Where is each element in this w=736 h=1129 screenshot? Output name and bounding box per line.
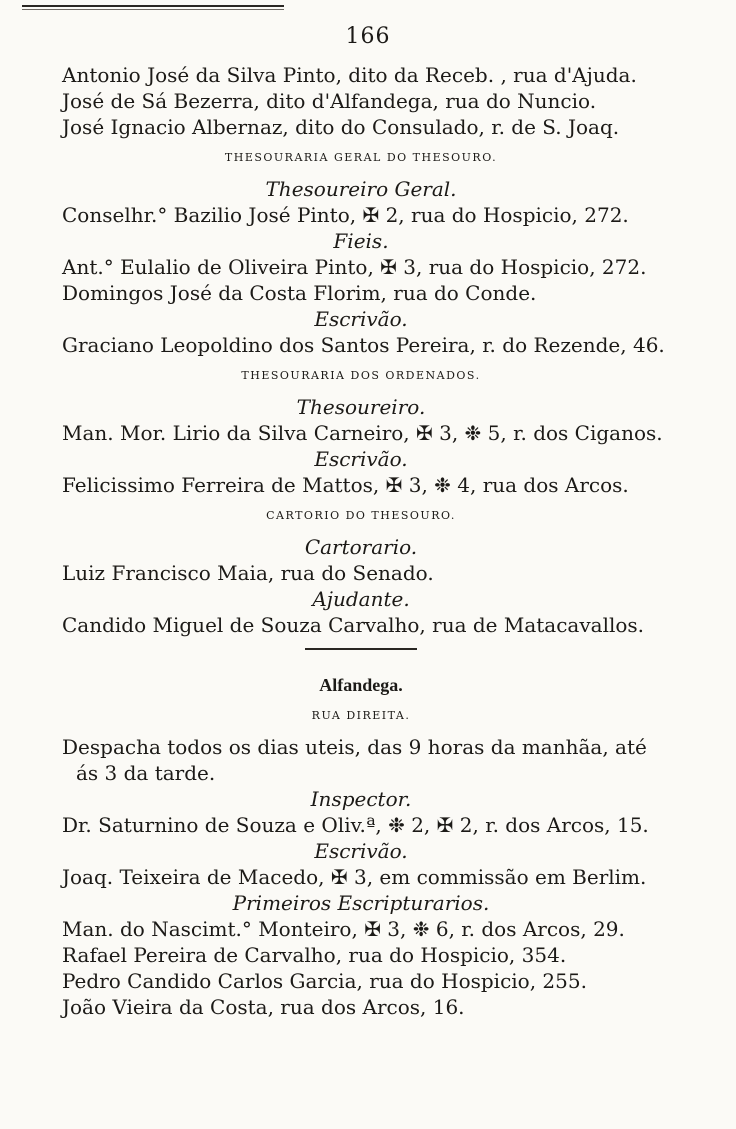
section-heading: RUA DIREITA. xyxy=(311,709,411,722)
role-heading: Thesoureiro. xyxy=(296,395,426,419)
role-heading: Cartorario. xyxy=(304,535,418,559)
entry-line-continued: ás 3 da tarde. xyxy=(76,761,216,785)
role-heading: Escrivão. xyxy=(314,447,408,471)
entry-line: Man. do Nascimt.° Monteiro, ✠ 3, ❉ 6, r. dos Arcos, 29. xyxy=(62,917,625,941)
entry-line: Antonio José da Silva Pinto, dito da Receb. , rua d'Ajuda. xyxy=(62,63,637,87)
entry-line: Man. Mor. Lirio da Silva Carneiro, ✠ 3, ❉ 5, r. dos Ciganos. xyxy=(62,421,663,445)
entry-line: José Ignacio Albernaz, dito do Consulado, r. de S. Joaq. xyxy=(62,115,620,139)
page-number: 166 xyxy=(345,24,391,49)
entry-line: João Vieira da Costa, rua dos Arcos, 16. xyxy=(62,995,465,1019)
entry-line: Graciano Leopoldino dos Santos Pereira, r. do Rezende, 46. xyxy=(62,333,665,357)
role-heading: Escrivão. xyxy=(314,307,408,331)
section-heading: THESOURARIA GERAL DO THESOURO. xyxy=(224,151,498,164)
section-heading: CARTORIO DO THESOURO. xyxy=(266,509,456,522)
role-heading: Escrivão. xyxy=(314,839,408,863)
entry-line: Felicissimo Ferreira de Mattos, ✠ 3, ❉ 4, rua dos Arcos. xyxy=(62,473,629,497)
entry-line: Pedro Candido Carlos Garcia, rua do Hospicio, 255. xyxy=(62,969,587,993)
entry-line: Ant.° Eulalio de Oliveira Pinto, ✠ 3, rua do Hospicio, 272. xyxy=(62,255,647,279)
section-divider xyxy=(305,648,417,650)
role-heading: Fieis. xyxy=(333,229,389,253)
section-heading: THESOURARIA DOS ORDENADOS. xyxy=(241,369,481,382)
role-heading: Inspector. xyxy=(310,787,412,811)
top-rule-thin xyxy=(22,9,284,10)
entry-line: Candido Miguel de Souza Carvalho, rua de Matacavallos. xyxy=(62,613,645,637)
role-heading: Primeiros Escripturarios. xyxy=(232,891,490,915)
entry-line: Luiz Francisco Maia, rua do Senado. xyxy=(62,561,434,585)
entry-line: Joaq. Teixeira de Macedo, ✠ 3, em commissão em Berlim. xyxy=(62,865,647,889)
entry-line: Domingos José da Costa Florim, rua do Conde. xyxy=(62,281,537,305)
entry-line: Rafael Pereira de Carvalho, rua do Hospicio, 354. xyxy=(62,943,567,967)
entry-line: Conselhr.° Bazilio José Pinto, ✠ 2, rua do Hospicio, 272. xyxy=(62,203,629,227)
top-rule xyxy=(22,5,284,7)
page-body xyxy=(62,62,665,1020)
role-heading: Thesoureiro Geral. xyxy=(265,177,457,201)
role-heading: Ajudante. xyxy=(312,587,410,611)
entry-line: Despacha todos os dias uteis, das 9 horas da manhãa, até xyxy=(62,735,647,759)
entry-line: José de Sá Bezerra, dito d'Alfandega, rua do Nuncio. xyxy=(62,89,597,113)
section-title: Alfandega. xyxy=(319,675,403,695)
entry-line: Dr. Saturnino de Souza e Oliv.ª, ❉ 2, ✠ 2, r. dos Arcos, 15. xyxy=(62,813,649,837)
